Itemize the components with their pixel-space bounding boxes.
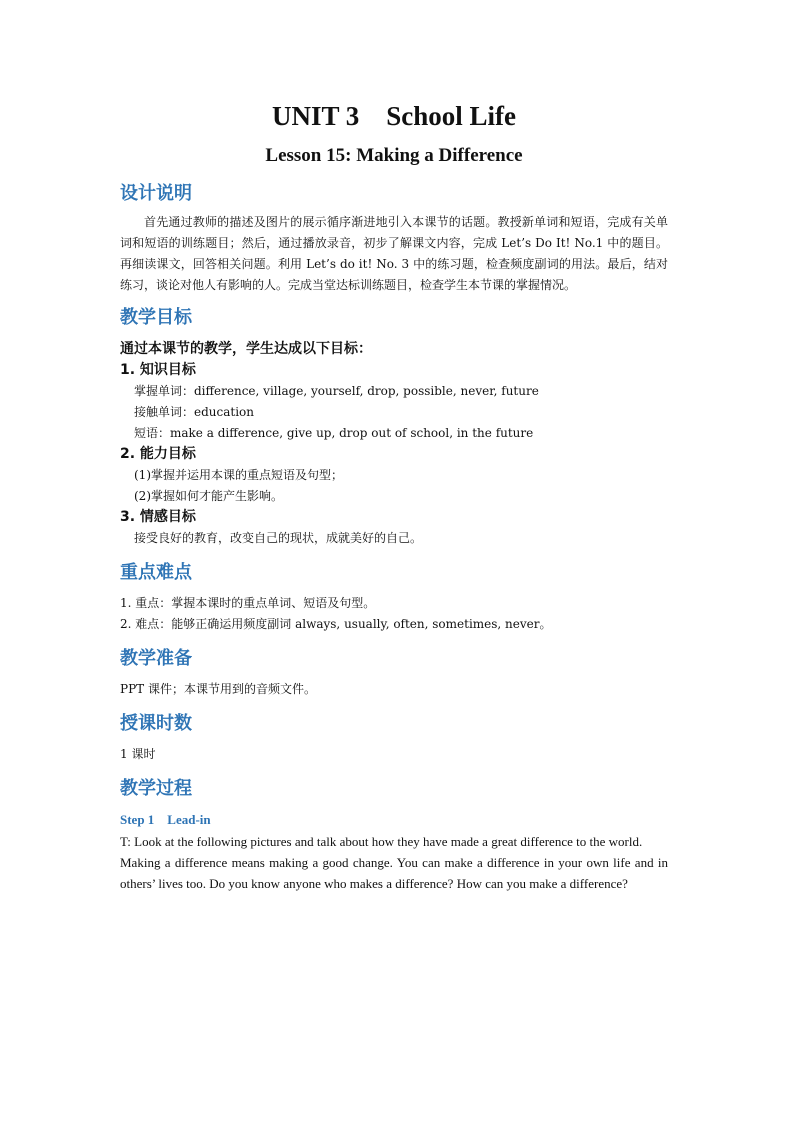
step-heading: Step 1 Lead-in	[120, 812, 211, 827]
emotion-objectives-title: 3. 情感目标	[120, 509, 196, 525]
ability-item: (2)掌握如何才能产生影响。	[134, 489, 283, 503]
keypoint-item: 2. 难点：能够正确运用频度副词 always, usually, often, sometimes, never。	[120, 617, 552, 631]
section-heading-hours: 授课时数	[120, 713, 192, 734]
preparation-text: PPT 课件；本课节用到的音频文件。	[120, 682, 316, 696]
page-title: UNIT 3 School Life	[271, 101, 517, 131]
objectives-intro: 通过本课节的教学，学生达成以下目标：	[120, 341, 372, 357]
design-description: 首先通过教师的描述及图片的展示循序渐进地引入本课节的话题。教授新单词和短语，完成有关单词和短语的训练题目；然后，通过播放录音，初步了解课文内容，完成 Let’s Do It! No.1 中的题目。再细读课文，回答相关问题。利用 Let’s do it! No. 3 中的练习题，检查频度副词的用法。最后，结对练习，谈论对他人有影响的人。完成当堂达标训练题目，检查学生本节课的掌握情况。	[120, 215, 668, 292]
teacher-line: T: Look at the following pictures and talk about how they have made a great difference to the world.	[120, 834, 643, 849]
section-heading-objectives: 教学目标	[120, 307, 192, 328]
section-heading-preparation: 教学准备	[120, 648, 192, 669]
knowledge-item: 掌握单词：difference, village, yourself, drop, possible, never, future	[134, 384, 539, 398]
knowledge-item: 短语：make a difference, give up, drop out of school, in the future	[134, 426, 534, 440]
knowledge-item: 接触单词：education	[134, 405, 255, 419]
ability-item: (1)掌握并运用本课的重点短语及句型；	[134, 468, 343, 482]
knowledge-objectives-title: 1. 知识目标	[120, 362, 196, 378]
document-content	[120, 96, 668, 894]
section-heading-keypoints: 重点难点	[120, 562, 192, 583]
ability-objectives-title: 2. 能力目标	[120, 446, 196, 462]
section-heading-process: 教学过程	[120, 778, 192, 799]
lesson-subtitle: Lesson 15: Making a Difference	[265, 145, 523, 166]
section-heading-design: 设计说明	[120, 183, 192, 204]
lead-in-paragraph: Making a difference means making a good change. You can make a difference in your own life and in others’ lives too. Do you know anyone who makes a difference? How can you make a difference?	[120, 855, 668, 891]
emotion-item: 接受良好的教育，改变自己的现状，成就美好的自己。	[134, 531, 423, 545]
hours-text: 1 课时	[120, 747, 156, 761]
keypoint-item: 1. 重点：掌握本课时的重点单词、短语及句型。	[120, 596, 376, 610]
